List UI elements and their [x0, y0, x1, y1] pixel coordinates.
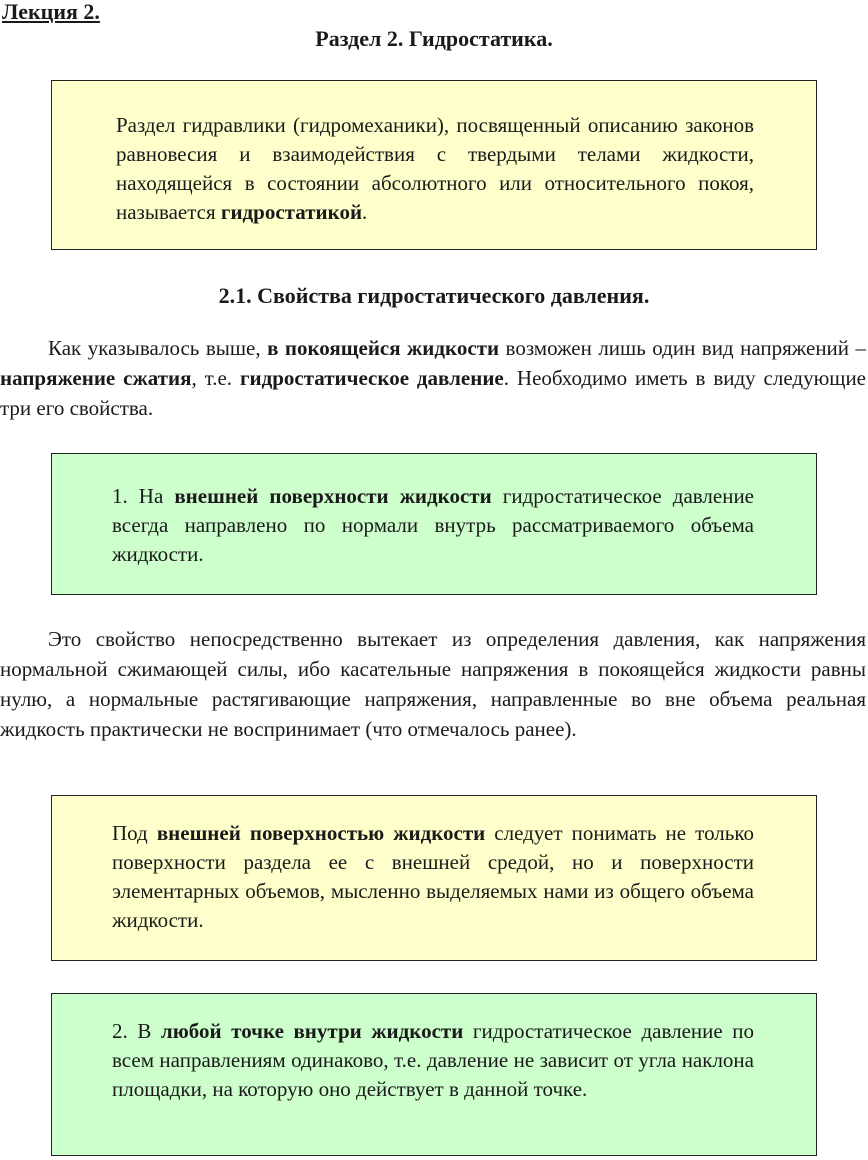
- definition-body: Раздел гидравлики (гидромеханики), посвященный описанию законов равновесия и взаимодействия с твердыми телами жидкости, находящейся в состоянии абсолютного или относительного покоя, называется: [116, 113, 754, 224]
- property-1-bold: внешней поверхности жидкости: [174, 484, 492, 508]
- intro-text-2: возможен лишь один вид напряжений –: [499, 336, 866, 360]
- note-rest: следует понимать не только поверхности раздела ее с внешней средой, но и поверхности элементарных объемов, мысленно выделяемых нами из общего объема жидкости.: [112, 821, 754, 932]
- property-2-bold: любой точке внутри жидкости: [160, 1019, 464, 1043]
- intro-text-4: . Необходимо иметь в виду следующие три его свойства.: [0, 366, 867, 420]
- lecture-heading: Лекция 2.: [2, 0, 100, 24]
- property-1-text: [112, 482, 754, 569]
- note-bold: внешней поверхностью жидкости: [156, 821, 486, 845]
- property-2-box: [51, 993, 817, 1156]
- intro-paragraph: [0, 333, 866, 423]
- property-2-text: [112, 1017, 754, 1104]
- note-text: [112, 819, 754, 935]
- property-1-box: [51, 453, 817, 595]
- intro-bold-1: в покоящейся жидкости: [267, 336, 500, 360]
- intro-text-1: Как указывалось выше,: [48, 336, 268, 360]
- subsection-title: 2.1. Свойства гидростатического давления.: [218, 283, 650, 308]
- definition-text: [116, 111, 754, 227]
- definition-term: гидростатикой: [220, 200, 363, 224]
- explanation-paragraph: Это свойство непосредственно вытекает из определения давления, как напряжения нормальной сжимающей силы, ибо касательные напряжения в покоящейся жидкости равны нулю, а нормальные растягивающие напряжения, направленные во вне объема реальная жидкость практически не воспринимает (что отмечалось ранее).: [0, 627, 866, 741]
- section-title: Раздел 2. Гидростатика.: [315, 26, 553, 51]
- note-box: [51, 795, 817, 961]
- property-2-prefix: 2. В: [112, 1019, 161, 1043]
- intro-bold-2: напряжение сжатия: [0, 366, 192, 390]
- property-2-rest: гидростатическое давление по всем направлениям одинаково, т.е. давление не зависит от угла наклона площадки, на которую оно действует в данной точке.: [112, 1019, 754, 1101]
- property-1-rest: гидростатическое давление всегда направлено по нормали внутрь рассматриваемого объема жидкости.: [112, 484, 754, 566]
- note-prefix: Под: [112, 821, 157, 845]
- property-1-prefix: 1. На: [112, 484, 175, 508]
- definition-box: [51, 80, 817, 250]
- intro-text-3: , т.е.: [191, 366, 240, 390]
- intro-bold-3: гидростатическое давление: [239, 366, 504, 390]
- definition-end: .: [362, 200, 368, 224]
